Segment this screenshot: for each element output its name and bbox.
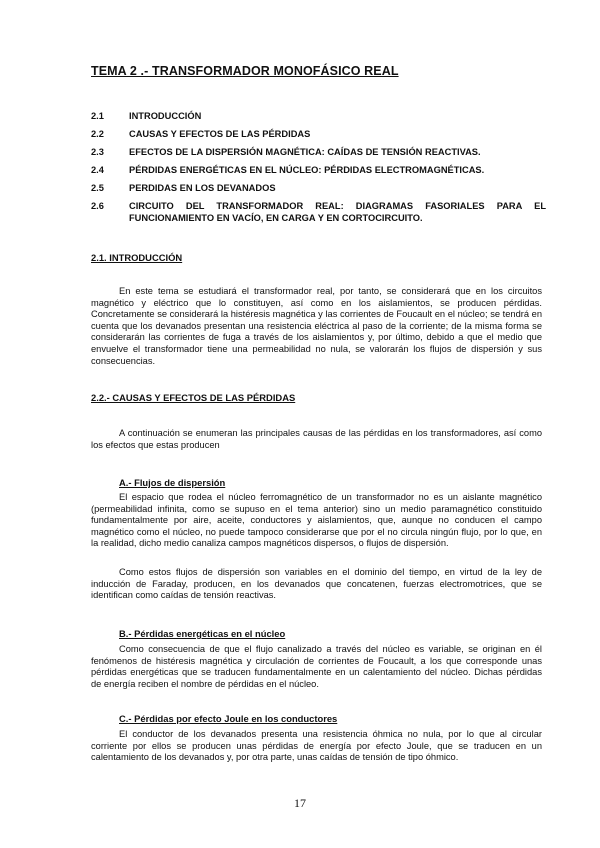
toc-item [91,110,546,122]
toc-text: INTRODUCCIÓN [129,111,202,121]
toc-number: 2.1 [91,111,104,121]
toc-text: PÉRDIDAS ENERGÉTICAS EN EL NÚCLEO: PÉRDIDAS ELECTROMAGNÉTICAS. [129,165,485,175]
page-title: TEMA 2 .- TRANSFORMADOR MONOFÁSICO REAL [91,64,399,78]
toc-item [91,164,546,176]
toc-text: CAUSAS Y EFECTOS DE LAS PÉRDIDAS [129,129,311,139]
dispersion-paragraph-2: Como estos flujos de dispersión son variables en el dominio del tiempo, en virtud de la ley de inducción de Faraday, producen, en los devanados que concatenen, fuerzas electromotrices, que se identifican como caídas de tensión reactivas. [91,567,542,601]
causes-paragraph: A continuación se enumeran las principales causas de las pérdidas en los transformadores, así como los efectos que estas producen [91,428,542,450]
toc-item [91,146,546,158]
section-heading-introduccion: 2.1. INTRODUCCIÓN [91,252,183,263]
toc-text: PERDIDAS EN LOS DEVANADOS [129,183,276,193]
page-number: 17 [294,796,306,810]
section-heading-causas: 2.2.- CAUSAS Y EFECTOS DE LAS PÉRDIDAS [91,392,296,403]
intro-paragraph: En este tema se estudiará el transformador real, por tanto, se considerará que en los circuitos magnético y eléctrico que lo constituyen, así como en los aislamientos, se producen pérdidas. Concretamente se considerará la histéresis magnética y las corrientes de Foucault en el núcleo; se tendrá en cuenta que los devanados presentan una resistencia eléctrica al paso de la corriente; de la misma forma se considerarán las corrientes de fuga a través de los aislamientos y, por último, debido a que el medio que envuelve el transformador tiene una permeabilidad no nula, se valorarán los flujos de dispersión y sus consecuencias. [91,286,542,366]
core-losses-paragraph: Como consecuencia de que el flujo canalizado a través del núcleo es variable, se originan en él fenómenos de histéresis magnética y circulación de corrientes de Foucault, a los que corresponde unas pérdidas energéticas que se traducen fundamentalmente en un calentamiento del núcleo. Dichas pérdidas de energía reciben el nombre de pérdidas en el núcleo. [91,644,542,689]
joule-paragraph: El conductor de los devanados presenta una resistencia óhmica no nula, por lo que al circular corriente por ellos se producen unas pérdidas de energía por efecto Joule, que se traducen en un calentamiento de los devanados y, por otra parte, unas caídas de tensión de tipo óhmico. [91,729,542,763]
toc-text: EFECTOS DE LA DISPERSIÓN MAGNÉTICA: CAÍDAS DE TENSIÓN REACTIVAS. [129,147,481,157]
toc-item [91,182,546,194]
toc-item [91,128,546,140]
subheading-efecto-joule: C.- Pérdidas por efecto Joule en los conductores [119,713,338,724]
dispersion-paragraph-1: El espacio que rodea el núcleo ferromagnético de un transformador no es un aislante magnético (permeabilidad infinita, como se supuso en el tema anterior) sino un medio paramagnético constituido fundamentalmente por aire, aceite, conductores y aislamientos, que, aunque no conducen el campo magnético como el núcleo, no puede tampoco considerarse que por el no circula ningún flujo, por lo que, en la realidad, dicho medio canaliza campos magnéticos dispersos, o flujos de dispersión. [91,492,542,549]
toc-number: 2.3 [91,147,104,157]
toc-number: 2.2 [91,129,104,139]
toc-number: 2.5 [91,183,104,193]
toc-text: CIRCUITO DEL TRANSFORMADOR REAL: DIAGRAMAS FASORIALES PARA EL FUNCIONAMIENTO EN VACÍO, EN CARGA Y EN CORTOCIRCUITO. [129,201,546,223]
subheading-perdidas-nucleo: B.- Pérdidas energéticas en el núcleo [119,628,286,639]
subheading-flujos-dispersion: A.- Flujos de dispersión [119,477,226,488]
toc-number: 2.4 [91,165,104,175]
toc-item [91,200,546,224]
table-of-contents [91,110,546,230]
toc-number: 2.6 [91,201,104,211]
